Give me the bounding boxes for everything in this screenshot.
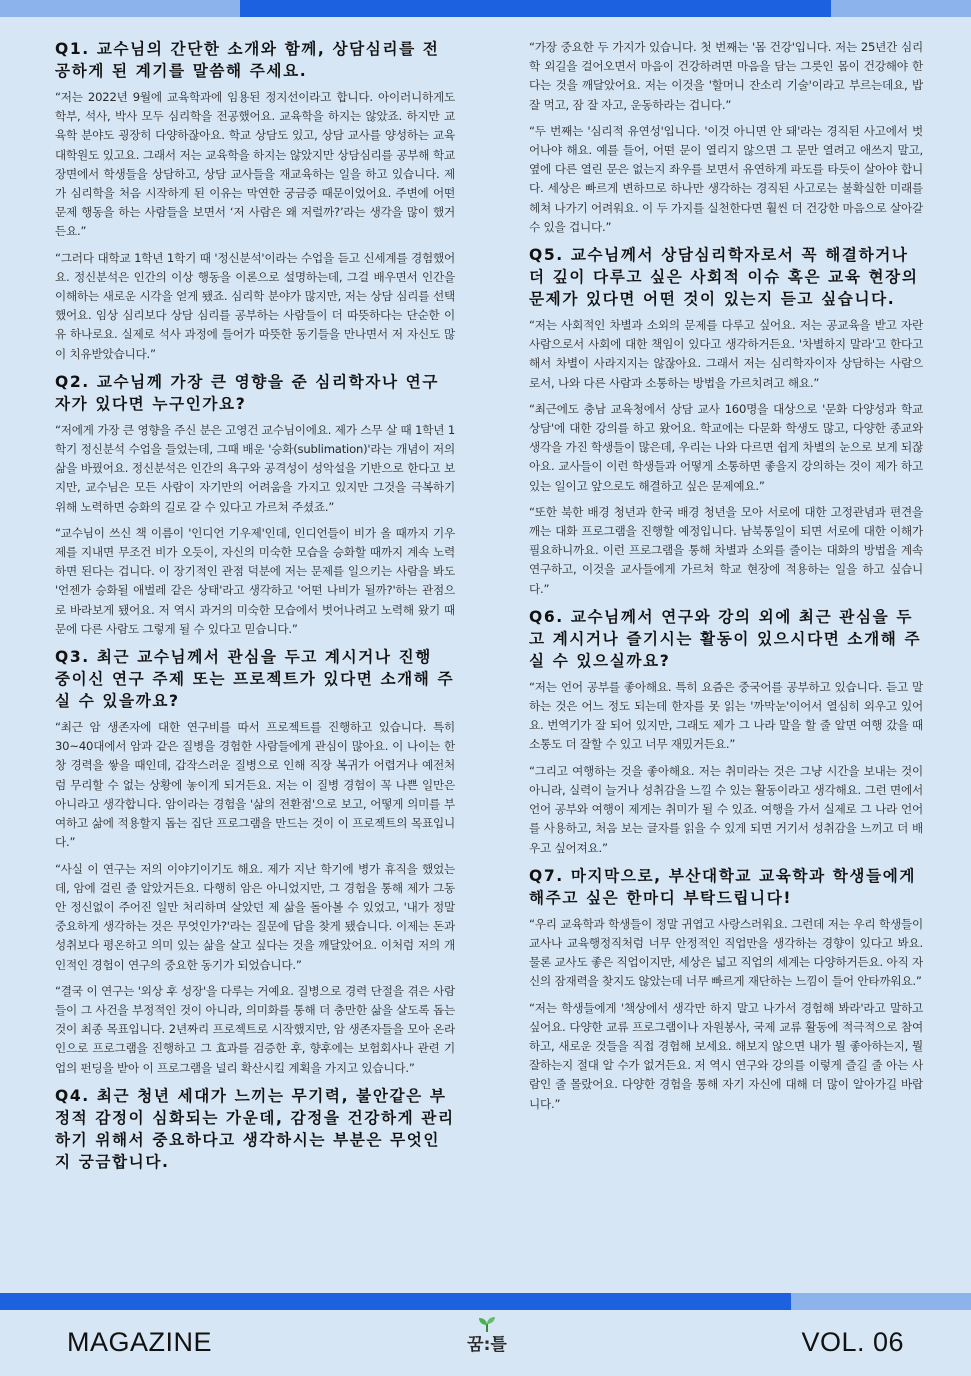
right-column <box>529 38 923 1121</box>
answer-paragraph: “두 번째는 '심리적 유연성'입니다. '이것 아니면 안 돼'라는 경직된 사고에서 벗어나야 해요. 예를 들어, 어떤 문이 열리지 않으면 그 문만 열려고 애쓰지 말고, 옆에 다른 열린 문은 없는지 좌우를 보면서 유연하게 파도를 타듯이 살아야 합니다. 세상은 빠르게 변하므로 하나만 생각하는 경직된 사고로는 불확실한 미래를 헤쳐 나가기 어려워요. 이 두 가지를 실천한다면 훨씬 더 건강한 마음으로 살아갈 수 있을 겁니다.” <box>529 123 923 234</box>
magazine-logo <box>463 1316 511 1364</box>
qa-section <box>529 38 923 237</box>
answer-paragraph: “가장 중요한 두 가지가 있습니다. 첫 번째는 '몸 건강'입니다. 저는 25년간 심리학 외길을 걸어오면서 마음이 건강하려면 마음을 담는 그릇인 몸이 건강해야 한다는 것을 깨달았어요. 저는 이것을 '할머니 잔소리 기술'이라고 부르는데요, 밥 잘 먹고, 잠 잘 자고, 운동하라는 겁니다.” <box>529 40 923 112</box>
answer-paragraph: “최근에도 충남 교육청에서 상담 교사 160명을 대상으로 '문화 다양성과 학교 상담'에 대한 강의를 하고 왔어요. 학교에는 다문화 학생도 많고, 다양한 종교와 생각을 가진 학생들이 많은데, 우리는 나와 다르면 쉽게 차별의 눈으로 보게 되잖아요. 교사들이 이런 학생들과 어떻게 소통하면 좋을지 강의하는 것이 제가 하고 있는 일이고 앞으로도 해결하고 싶은 문제예요.” <box>529 401 923 493</box>
top-accent-bar-light-left <box>0 0 240 17</box>
page-footer <box>0 1310 971 1376</box>
qa-section <box>529 244 923 599</box>
question-heading: Q3. 최근 교수님께서 관심을 두고 계시거나 진행 중이신 연구 주제 또는 프로젝트가 있다면 소개해 주실 수 있을까요? <box>55 648 455 711</box>
top-accent-bar <box>0 0 971 17</box>
bottom-accent-bar <box>0 1293 971 1310</box>
magazine-label: MAGAZINE <box>67 1327 213 1357</box>
volume-label: VOL. 06 <box>801 1327 904 1357</box>
question-heading: Q4. 최근 청년 세대가 느끼는 무기력, 불안같은 부정적 감정이 심화되는 가운데, 감정을 건강하게 관리하기 위해서 중요하다고 생각하시는 부분은 무엇인지 궁금합니다. <box>55 1086 455 1171</box>
question-heading: Q2. 교수님께 가장 큰 영향을 준 심리학자나 연구자가 있다면 누구인가요? <box>55 372 439 413</box>
answer-paragraph: “저는 사회적인 차별과 소외의 문제를 다루고 싶어요. 저는 공교육을 받고 자란 사람으로서 사회에 대한 책임이 있다고 생각하거든요. '차별하지 말라'고 한다고 해서 차별이 사라지지는 않잖아요. 그래서 저는 심리학자이자 상담하는 사람으로서, 나와 다른 사람과 소통하는 방법을 가르치려고 해요.” <box>529 318 923 390</box>
logo-text: 꿈:틀 <box>467 1335 507 1355</box>
answer-paragraph: “그러다 대학교 1학년 1학기 때 '정신분석'이라는 수업을 듣고 신세계를 경험했어요. 정신분석은 인간의 이상 행동을 이론으로 설명하는데, 그걸 배우면서 인간을 이해하는 새로운 시각을 얻게 됐죠. 심리학 분야가 많지만, 저는 상담 심리를 선택했어요. 임상 심리보다 상담 심리를 공부하는 사람들이 더 따뜻하다는 단순한 이유 하나로요. 실제로 석사 과정에 들어가 따뜻한 동기들을 만나면서 저 자신도 많이 치유받았습니다.” <box>55 250 455 361</box>
question-heading: Q5. 교수님께서 상담심리학자로서 꼭 해결하거나 더 깊이 다루고 싶은 사회적 이슈 혹은 교육 현장의 문제가 있다면 어떤 것이 있는지 듣고 싶습니다. <box>529 246 919 309</box>
bottom-accent-bar-light <box>791 1293 971 1310</box>
answer-paragraph: “사실 이 연구는 저의 이야기이기도 해요. 제가 지난 학기에 병가 휴직을 했었는데, 암에 걸린 줄 알았거든요. 다행히 암은 아니었지만, 그 경험을 통해 제가 그동안 정신없이 주어진 일만 처리하며 살았던 제 삶을 돌아볼 수 있었고, '내가 정말 중요하게 생각하는 것은 무엇인가?'라는 질문에 답을 찾게 됐습니다. 이제는 돈과 성취보다 평온하고 의미 있는 삶을 살고 싶다는 것을 깨달았어요. 이처럼 저의 개인적인 경험이 연구의 중요한 동기가 되었습니다.” <box>55 861 455 972</box>
answer-paragraph: “교수님이 쓰신 책 이름이 '인디언 기우제'인데, 인디언들이 비가 올 때까지 기우제를 지내면 무조건 비가 오듯이, 자신의 미숙한 모습을 승화할 때까지 계속 노력하면 된다는 겁니다. 이 장기적인 관점 덕분에 저는 문제를 일으키는 사람을 봐도 '언젠가 승화될 애벌레 같은 상태'라고 생각하고 '어떤 나비가 될까?'하는 관점으로 바라보게 됐어요. 저 역시 과거의 미숙한 모습에서 벗어나려고 노력해 왔기 때문에 다른 사람도 그렇게 될 수 있다고 믿습니다.” <box>55 525 455 636</box>
answer-paragraph: “저는 학생들에게 '책상에서 생각만 하지 말고 나가서 경험해 봐라'라고 말하고 싶어요. 다양한 교류 프로그램이나 자원봉사, 국제 교류 활동에 적극적으로 참여하고, 새로운 것들을 직접 경험해 보세요. 해보지 않으면 내가 뭘 좋아하는지, 뭘 잘하는지 절대 알 수가 없거든요. 저 역시 연구와 강의를 이렇게 즐길 줄 아는 사람인 줄 몰랐어요. 다양한 경험을 통해 자기 자신에 대해 더 많이 알아가길 바랍니다.” <box>529 1000 923 1111</box>
top-accent-bar-light-right <box>831 0 971 17</box>
qa-section <box>55 38 455 364</box>
question-heading: Q1. 교수님의 간단한 소개와 함께, 상담심리를 전공하게 된 계기를 말씀해 주세요. <box>55 40 440 80</box>
answer-paragraph: “저는 2022년 9월에 교육학과에 임용된 정지선이라고 합니다. 아이러니하게도 학부, 석사, 박사 모두 심리학을 전공했어요. 교육학을 하지는 않았죠. 하지만 교육학 분야도 굉장히 다양하잖아요. 학교 상담도 있고, 상담 교사를 양성하는 교육대학원도 있고요. 그래서 저는 교육학을 하지는 않았지만 상담심리를 공부해 학교 장면에서 학생들을 상담하고, 상담 교사들을 재교육하는 일을 하고 있습니다. 제가 심리학을 처음 시작하게 된 이유는 막연한 궁금증 때문이었어요. 주변에 어떤 문제 행동을 하는 사람들을 보면서 ‘저 사람은 왜 저럴까?’라는 생각을 많이 했거든요.” <box>55 90 455 239</box>
left-column <box>55 38 455 1179</box>
answer-paragraph: “저에게 가장 큰 영향을 주신 분은 고영건 교수님이에요. 제가 스무 살 때 1학년 1학기 정신분석 수업을 들었는데, 그때 배운 '승화(sublimation)'라는 개념이 저의 삶을 바꿨어요. 정신분석은 인간의 욕구와 공격성이 성악설을 기반으로 한다고 보지만, 교수님은 모든 사람이 자기만의 어려움을 가지고 있지만 그것을 극복하기 위해 노력하면 승화의 길로 갈 수 있다고 가르쳐 주셨죠.” <box>55 422 455 514</box>
answer-paragraph: “우리 교육학과 학생들이 정말 귀엽고 사랑스러워요. 그런데 저는 우리 학생들이 교사나 교육행정직처럼 너무 안정적인 직업만을 생각하는 경향이 있다고 봐요. 물론 교사도 좋은 직업이지만, 세상은 넓고 직업의 세계는 다양하거든요. 아직 자신의 잠재력을 찾지도 않았는데 너무 빠르게 재단하는 느낌이 들어 안타까워요.” <box>529 916 923 989</box>
question-heading: Q6. 교수님께서 연구와 강의 외에 최근 관심을 두고 계시거나 즐기시는 활동이 있으시다면 소개해 주실 수 있으실까요? <box>529 607 922 670</box>
answer-paragraph: “그리고 여행하는 것을 좋아해요. 저는 취미라는 것은 그냥 시간을 보내는 것이 아니라, 실력이 늘거나 성취감을 느낄 수 있는 활동이라고 생각해요. 그런 면에서 언어 공부와 여행이 제게는 취미가 될 수 있죠. 여행을 가서 실제로 그 나라 언어를 사용하고, 처음 보는 글자를 읽을 수 있게 되면 거기서 성취감을 느끼고 더 배우고 싶어져요.” <box>529 763 923 855</box>
qa-section <box>55 646 455 1078</box>
qa-section <box>55 1085 455 1173</box>
qa-section <box>529 865 923 1114</box>
qa-section <box>55 371 455 639</box>
answer-paragraph: “저는 언어 공부를 좋아해요. 특히 요즘은 중국어를 공부하고 있습니다. 듣고 말하는 것은 어느 정도 되는데 한자를 못 읽는 '까막눈'이어서 열심히 외우고 있어요. 번역기가 잘 되어 있지만, 그래도 제가 그 나라 말을 할 줄 알면 여행 갔을 때 소통도 더 잘할 수 있고 너무 재밌거든요.” <box>529 679 923 752</box>
answer-paragraph: “최근 암 생존자에 대한 연구비를 따서 프로젝트를 진행하고 있습니다. 특히 30~40대에서 암과 같은 질병을 경험한 사람들에게 관심이 많아요. 이 나이는 한창 경력을 쌓을 때인데, 갑작스러운 질병으로 인해 직장 복귀가 어렵거나 예전처럼 무리할 수 없는 상황에 놓이게 되거든요. 저는 이 질병 경험이 꼭 나쁜 일만은 아니라고 생각합니다. 암이라는 경험을 '삶의 전환점'으로 보고, 어떻게 의미를 부여하고 삶에 적용할지 돕는 집단 프로그램을 만드는 것이 이 프로젝트의 목표입니다.” <box>55 720 455 850</box>
question-heading: Q7. 마지막으로, 부산대학교 교육학과 학생들에게 해주고 싶은 한마디 부탁드립니다! <box>529 866 917 907</box>
answer-paragraph: “결국 이 연구는 '외상 후 성장'을 다루는 거예요. 질병으로 경력 단절을 겪은 사람들이 그 사건을 부정적인 것이 아니라, 의미화를 통해 더 충만한 삶을 살도록 돕는 것이 최종 목표입니다. 2년짜리 프로젝트로 시작했지만, 암 생존자들을 모아 온라인으로 프로그램을 진행하고 그 효과를 검증한 후, 향후에는 보험회사나 관련 기업의 펀딩을 받아 이 프로그램을 널리 확산시킬 계획을 가지고 있습니다.” <box>55 983 455 1075</box>
qa-section <box>529 606 923 858</box>
answer-paragraph: “또한 북한 배경 청년과 한국 배경 청년을 모아 서로에 대한 고정관념과 편견을 깨는 대화 프로그램을 진행할 예정입니다. 남북통일이 되면 서로에 대한 이해가 필요하니까요. 이런 프로그램을 통해 차별과 소외를 줄이는 대화의 방법을 계속 연구하고, 이것을 교사들에게 가르쳐 학교 현장에 적용하는 일을 하고 싶습니다.” <box>529 504 923 596</box>
